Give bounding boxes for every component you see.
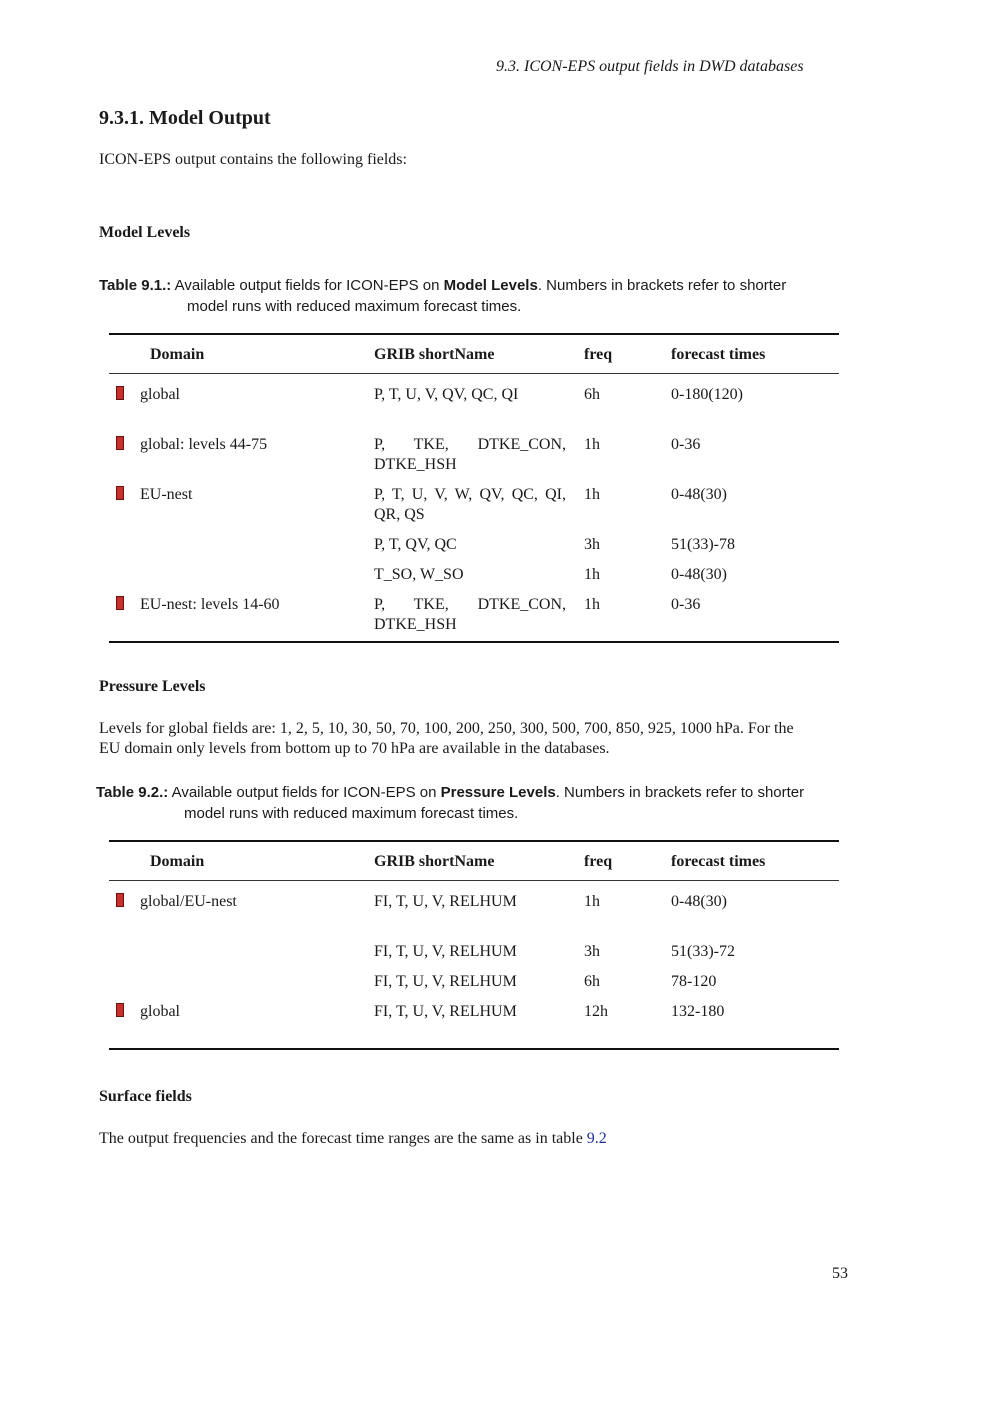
table-cell-grib: FI, T, U, V, RELHUM: [374, 1003, 517, 1020]
table-cell-times: 51(33)-72: [671, 943, 735, 960]
surface-fields-text: [99, 1129, 607, 1149]
table-bottom-rule: [109, 641, 839, 643]
page-number: 53: [832, 1265, 848, 1282]
caption-text-after: . Numbers in brackets refer to shorter: [537, 277, 787, 294]
table-cell-freq: 1h: [584, 436, 600, 453]
table-cell-freq: 3h: [584, 943, 600, 960]
table-cell-grib: P, T, QV, QC: [374, 536, 457, 553]
note-flag-icon[interactable]: [116, 1003, 124, 1017]
table-cell-freq: 6h: [584, 386, 600, 403]
note-flag-icon[interactable]: [116, 436, 124, 450]
table-cell-freq: 1h: [584, 893, 600, 910]
column-header-domain: Domain: [150, 346, 205, 363]
section-intro: ICON-EPS output contains the following fields:: [99, 151, 407, 168]
table-reference-link[interactable]: 9.2: [586, 1130, 607, 1147]
table-cell-grib: P, T, U, V, W, QV, QC, QI, QR, QS: [374, 486, 566, 523]
table-cell-grib: FI, T, U, V, RELHUM: [374, 943, 517, 960]
table-cell-domain: EU-nest: [140, 486, 193, 503]
column-header-forecast-times: forecast times: [671, 346, 766, 363]
note-flag-icon[interactable]: [116, 596, 124, 610]
caption-text-after: . Numbers in brackets refer to shorter: [555, 784, 805, 801]
running-head: 9.3. ICON-EPS output fields in DWD databases: [496, 58, 804, 75]
caption-text: Available output fields for ICON-EPS on: [174, 277, 444, 294]
table-cell-times: 0-48(30): [671, 566, 727, 583]
table-cell-times: 0-36: [671, 596, 701, 613]
section-title: 9.3.1. Model Output: [99, 107, 271, 129]
pressure-levels-heading: Pressure Levels: [99, 678, 206, 695]
caption-label: Table 9.1.:: [99, 277, 172, 294]
note-flag-icon[interactable]: [116, 486, 124, 500]
model-levels-heading: Model Levels: [99, 224, 191, 241]
column-header-grib: GRIB shortName: [374, 346, 495, 363]
table-top-rule: [109, 333, 839, 335]
caption-text: Available output fields for ICON-EPS on: [171, 784, 441, 801]
table-bottom-rule: [109, 1048, 839, 1050]
caption-bold: Pressure Levels: [440, 784, 556, 801]
table-cell-times: 0-48(30): [671, 893, 727, 910]
table-cell-grib: P, TKE, DTKE_CON, DTKE_HSH: [374, 596, 566, 633]
table-cell-times: 0-48(30): [671, 486, 727, 503]
table-9-1-caption: [99, 275, 851, 317]
column-header-forecast-times: forecast times: [671, 853, 766, 870]
table-cell-freq: 1h: [584, 486, 600, 503]
table-cell-domain: global: [140, 1003, 180, 1020]
table-cell-times: 78-120: [671, 973, 717, 990]
table-cell-freq: 12h: [584, 1003, 608, 1020]
table-cell-times: 132-180: [671, 1003, 725, 1020]
caption-label: Table 9.2.:: [96, 784, 169, 801]
pressure-levels-text-line1: Levels for global fields are: 1, 2, 5, 10, 30, 50, 70, 100, 200, 250, 300, 500, 700, 850, 925, 1000 hPa. For the: [99, 720, 794, 737]
table-cell-grib: P, TKE, DTKE_CON, DTKE_HSH: [374, 436, 566, 473]
column-header-freq: freq: [584, 853, 613, 870]
caption-line2: model runs with reduced maximum forecast times.: [187, 298, 522, 315]
table-header-rule: [109, 880, 839, 881]
table-cell-freq: 3h: [584, 536, 600, 553]
column-header-freq: freq: [584, 346, 613, 363]
column-header-domain: Domain: [150, 853, 205, 870]
table-9-2-caption: [96, 782, 848, 824]
caption-bold: Model Levels: [443, 277, 538, 294]
column-header-grib: GRIB shortName: [374, 853, 495, 870]
table-cell-domain: global: [140, 386, 180, 403]
caption-line2: model runs with reduced maximum forecast times.: [184, 805, 519, 822]
table-cell-grib: FI, T, U, V, RELHUM: [374, 973, 517, 990]
table-top-rule: [109, 840, 839, 842]
table-cell-domain: global: levels 44-75: [140, 436, 268, 453]
table-cell-grib: T_SO, W_SO: [374, 566, 464, 583]
table-cell-times: 0-180(120): [671, 386, 743, 403]
table-cell-domain: EU-nest: levels 14-60: [140, 596, 280, 613]
table-cell-domain: global/EU-nest: [140, 893, 237, 910]
surface-fields-heading: Surface fields: [99, 1088, 192, 1105]
pressure-levels-text-line2: EU domain only levels from bottom up to 70 hPa are available in the databases.: [99, 740, 610, 757]
table-cell-grib: FI, T, U, V, RELHUM: [374, 893, 517, 910]
table-cell-freq: 6h: [584, 973, 600, 990]
note-flag-icon[interactable]: [116, 386, 124, 400]
table-header-rule: [109, 373, 839, 374]
table-cell-times: 51(33)-78: [671, 536, 735, 553]
surface-fields-sentence: The output frequencies and the forecast time ranges are the same as in table: [99, 1130, 587, 1147]
table-cell-grib: P, T, U, V, QV, QC, QI: [374, 386, 519, 403]
table-cell-freq: 1h: [584, 596, 600, 613]
table-cell-times: 0-36: [671, 436, 701, 453]
note-flag-icon[interactable]: [116, 893, 124, 907]
table-cell-freq: 1h: [584, 566, 600, 583]
